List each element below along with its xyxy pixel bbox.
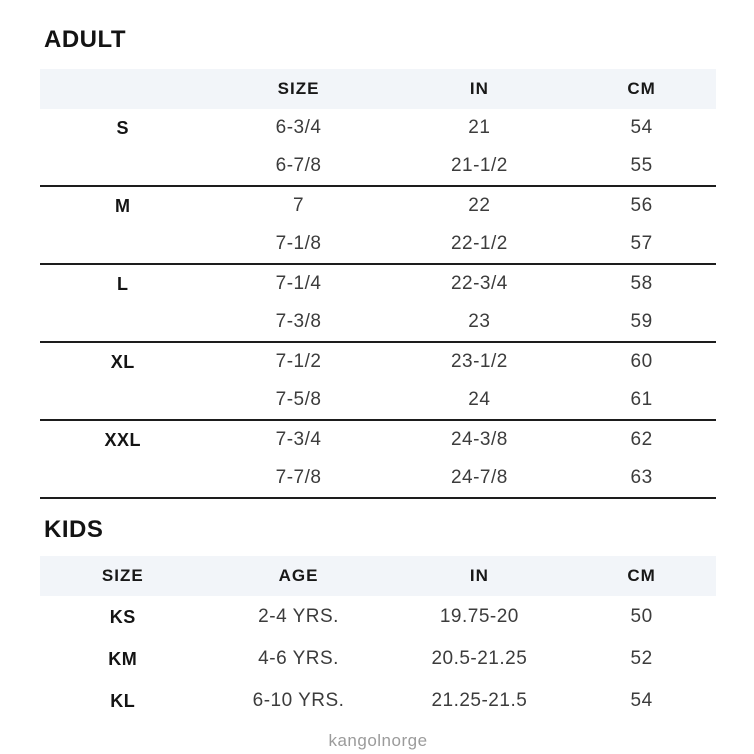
kids-section-title: KIDS [44,516,104,543]
adult-section-title: ADULT [44,26,127,53]
cm-value: 60 [630,351,653,372]
in-value: 24 [468,389,491,410]
cm-value: 50 [630,606,653,627]
table-row [40,596,716,638]
kids-header-cm: CM [627,566,656,585]
kids-size-label: KM [108,648,138,669]
in-value: 22-3/4 [450,273,508,294]
size-group-label: XL [110,351,135,372]
cm-value: 63 [630,467,653,488]
cm-value: 52 [630,648,653,669]
adult-header-in: IN [469,79,489,98]
in-value: 23 [468,311,491,332]
table-row [40,680,716,722]
kids-header-size: SIZE [101,566,144,585]
size-group-label: L [117,273,129,294]
cm-value: 55 [630,155,653,176]
adult-size-table [40,69,716,499]
table-row [40,638,716,680]
in-value: 21-1/2 [450,155,508,176]
size-value: 6-3/4 [275,117,322,138]
in-value: 22 [468,195,491,216]
cm-value: 54 [630,690,653,711]
cm-value: 58 [630,273,653,294]
cm-value: 62 [630,429,653,450]
size-value: 7-1/2 [275,351,322,372]
kids-header-in: IN [469,566,489,585]
age-value: 6-10 YRS. [252,690,345,711]
table-row [40,225,716,263]
in-value: 24-7/8 [450,467,508,488]
in-value: 19.75-20 [439,606,519,627]
table-row [40,109,716,147]
size-group-label: XXL [104,429,142,450]
size-value: 7-3/4 [275,429,322,450]
kids-table-header-row [40,556,716,596]
cm-value: 54 [630,117,653,138]
table-row [40,187,716,225]
kids-header-age: AGE [278,566,319,585]
size-value: 7-5/8 [275,389,322,410]
cm-value: 57 [630,233,653,254]
table-row [40,265,716,303]
in-value: 21.25-21.5 [431,690,528,711]
size-value: 7-7/8 [275,467,322,488]
age-value: 2-4 YRS. [258,606,339,627]
adult-size-group-m [40,187,716,265]
adult-size-group-l [40,265,716,343]
adult-header-size: SIZE [277,79,320,98]
adult-size-group-xl [40,343,716,421]
adult-size-group-s [40,109,716,187]
size-group-label: M [115,195,131,216]
size-value: 7-1/4 [275,273,322,294]
cm-value: 59 [630,311,653,332]
adult-size-group-xxl [40,421,716,499]
in-value: 20.5-21.25 [431,648,528,669]
table-row [40,459,716,497]
cm-value: 56 [630,195,653,216]
in-value: 24-3/8 [450,429,508,450]
table-row [40,303,716,341]
age-value: 4-6 YRS. [258,648,339,669]
kids-size-label: KS [109,606,136,627]
size-value: 7 [293,195,305,216]
table-row [40,343,716,381]
adult-table-header-row [40,69,716,109]
adult-header-cm: CM [627,79,656,98]
size-value: 7-1/8 [275,233,322,254]
size-value: 7-3/8 [275,311,322,332]
brand-watermark: kangolnorge [328,731,428,750]
table-row [40,381,716,419]
cm-value: 61 [630,389,653,410]
in-value: 22-1/2 [450,233,508,254]
size-value: 6-7/8 [275,155,322,176]
table-row [40,421,716,459]
kids-size-table [40,556,716,722]
size-group-label: S [116,117,130,138]
kids-size-label: KL [110,690,136,711]
table-row [40,147,716,185]
in-value: 23-1/2 [450,351,508,372]
in-value: 21 [468,117,491,138]
